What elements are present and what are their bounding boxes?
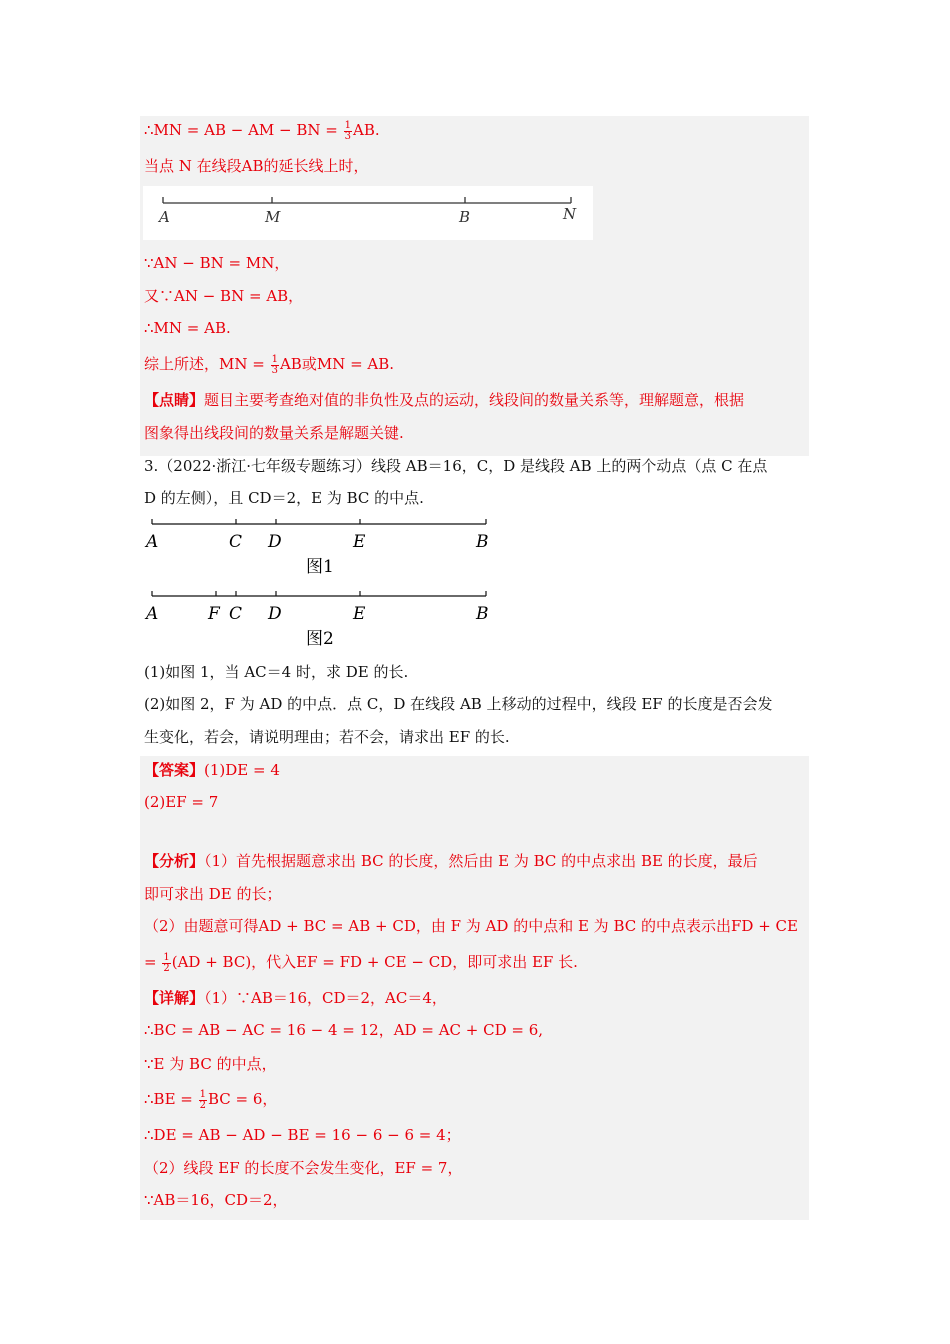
analysis-line-2: 即可求出 DE 的长； (144, 885, 282, 903)
fraction: $\frac{1}{2}$ (199, 1088, 206, 1111)
fig1-label-c: C (229, 532, 243, 552)
fig2-caption: 图2 (306, 629, 334, 649)
solution-line-5: ∴MN = AB. (144, 319, 231, 337)
solution-line-3: ∵AN − BN = MN， (144, 254, 290, 272)
comment-line-2: 图象得出线段间的数量关系是解题关键. (144, 424, 404, 442)
detail-line-3: ∵E 为 BC 的中点， (144, 1055, 277, 1073)
detail-line-1: 【详解】（1）∵AB＝16，CD＝2，AC＝4， (144, 989, 447, 1007)
solution-line-6: 综上所述，MN = $\frac{1}{3}$ AB或MN = AB. (144, 353, 395, 376)
detail-line-5: ∴DE = AB − AD − BE = 16 − 6 − 6 = 4； (144, 1126, 461, 1144)
figure-2 (140, 587, 500, 657)
fig2-label-e: E (353, 604, 366, 624)
fraction: $\frac{1}{3}$ (271, 353, 278, 376)
segment-diagram-extension (143, 186, 593, 240)
figure-1 (140, 515, 500, 585)
fig2-label-f: F (208, 604, 220, 624)
fig1-label-b: B (476, 532, 489, 552)
fig2-label-c: C (229, 604, 243, 624)
fig2-label-d: D (268, 604, 282, 624)
fig1-label-e: E (353, 532, 366, 552)
solution-line-4: 又∵AN − BN = AB， (144, 287, 304, 305)
problem-line-2: D 的左侧），且 CD＝2，E 为 BC 的中点. (144, 489, 424, 507)
question-2-line-1: (2)如图 2，F 为 AD 的中点．点 C，D 在线段 AB 上移动的过程中，线段 EF 的长度是否会发 (144, 695, 773, 713)
analysis-line-4: = $\frac{1}{2}$ (AD + BC)，代入EF = FD + CE − CD，即可求出 EF 长. (144, 951, 578, 974)
answer-line-2: (2)EF = 7 (144, 793, 219, 811)
detail-line-2: ∴BC = AB − AC = 16 − 4 = 12，AD = AC + CD = 6, (144, 1021, 544, 1039)
fig1-caption: 图1 (306, 557, 334, 577)
label-a: A (159, 208, 170, 226)
detail-line-6: （2）线段 EF 的长度不会发生变化，EF = 7， (144, 1159, 463, 1177)
solution-line-1: ∴MN = AB − AM − BN = $\frac{1}{3}$ AB. (144, 119, 380, 142)
question-2-line-2: 生变化，若会，请说明理由；若不会，请求出 EF 的长. (144, 728, 510, 746)
fraction: $\frac{1}{2}$ (163, 951, 170, 974)
fig1-label-a: A (146, 532, 159, 552)
fig2-label-a: A (146, 604, 159, 624)
fig2-label-b: B (476, 604, 489, 624)
comment-line-1: 【点睛】题目主要考查绝对值的非负性及点的运动，线段间的数量关系等，理解题意，根据 (144, 391, 745, 409)
analysis-line-3: （2）由题意可得AD + BC = AB + CD，由 F 为 AD 的中点和 E 为 BC 的中点表示出FD + CE (144, 917, 798, 935)
problem-line-1: 3.（2022·浙江·七年级专题练习）线段 AB＝16，C，D 是线段 AB 上的两个动点（点 C 在点 (144, 457, 768, 475)
label-b: B (459, 208, 471, 226)
question-1: (1)如图 1，当 AC＝4 时，求 DE 的长. (144, 663, 409, 681)
detail-line-4: ∴BE = $\frac{1}{2}$ BC = 6， (144, 1088, 278, 1111)
label-n: N (563, 205, 577, 223)
answer-line-1: 【答案】(1)DE = 4 (144, 761, 280, 779)
fraction: $\frac{1}{3}$ (344, 119, 352, 142)
fig1-label-d: D (268, 532, 282, 552)
detail-line-7: ∵AB＝16，CD＝2， (144, 1191, 288, 1209)
analysis-line-1: 【分析】（1）首先根据题意求出 BC 的长度，然后由 E 为 BC 的中点求出 BE 的长度，最后 (144, 852, 758, 870)
label-m: M (265, 208, 281, 226)
solution-line-2: 当点 N 在线段AB的延长线上时， (144, 157, 369, 175)
